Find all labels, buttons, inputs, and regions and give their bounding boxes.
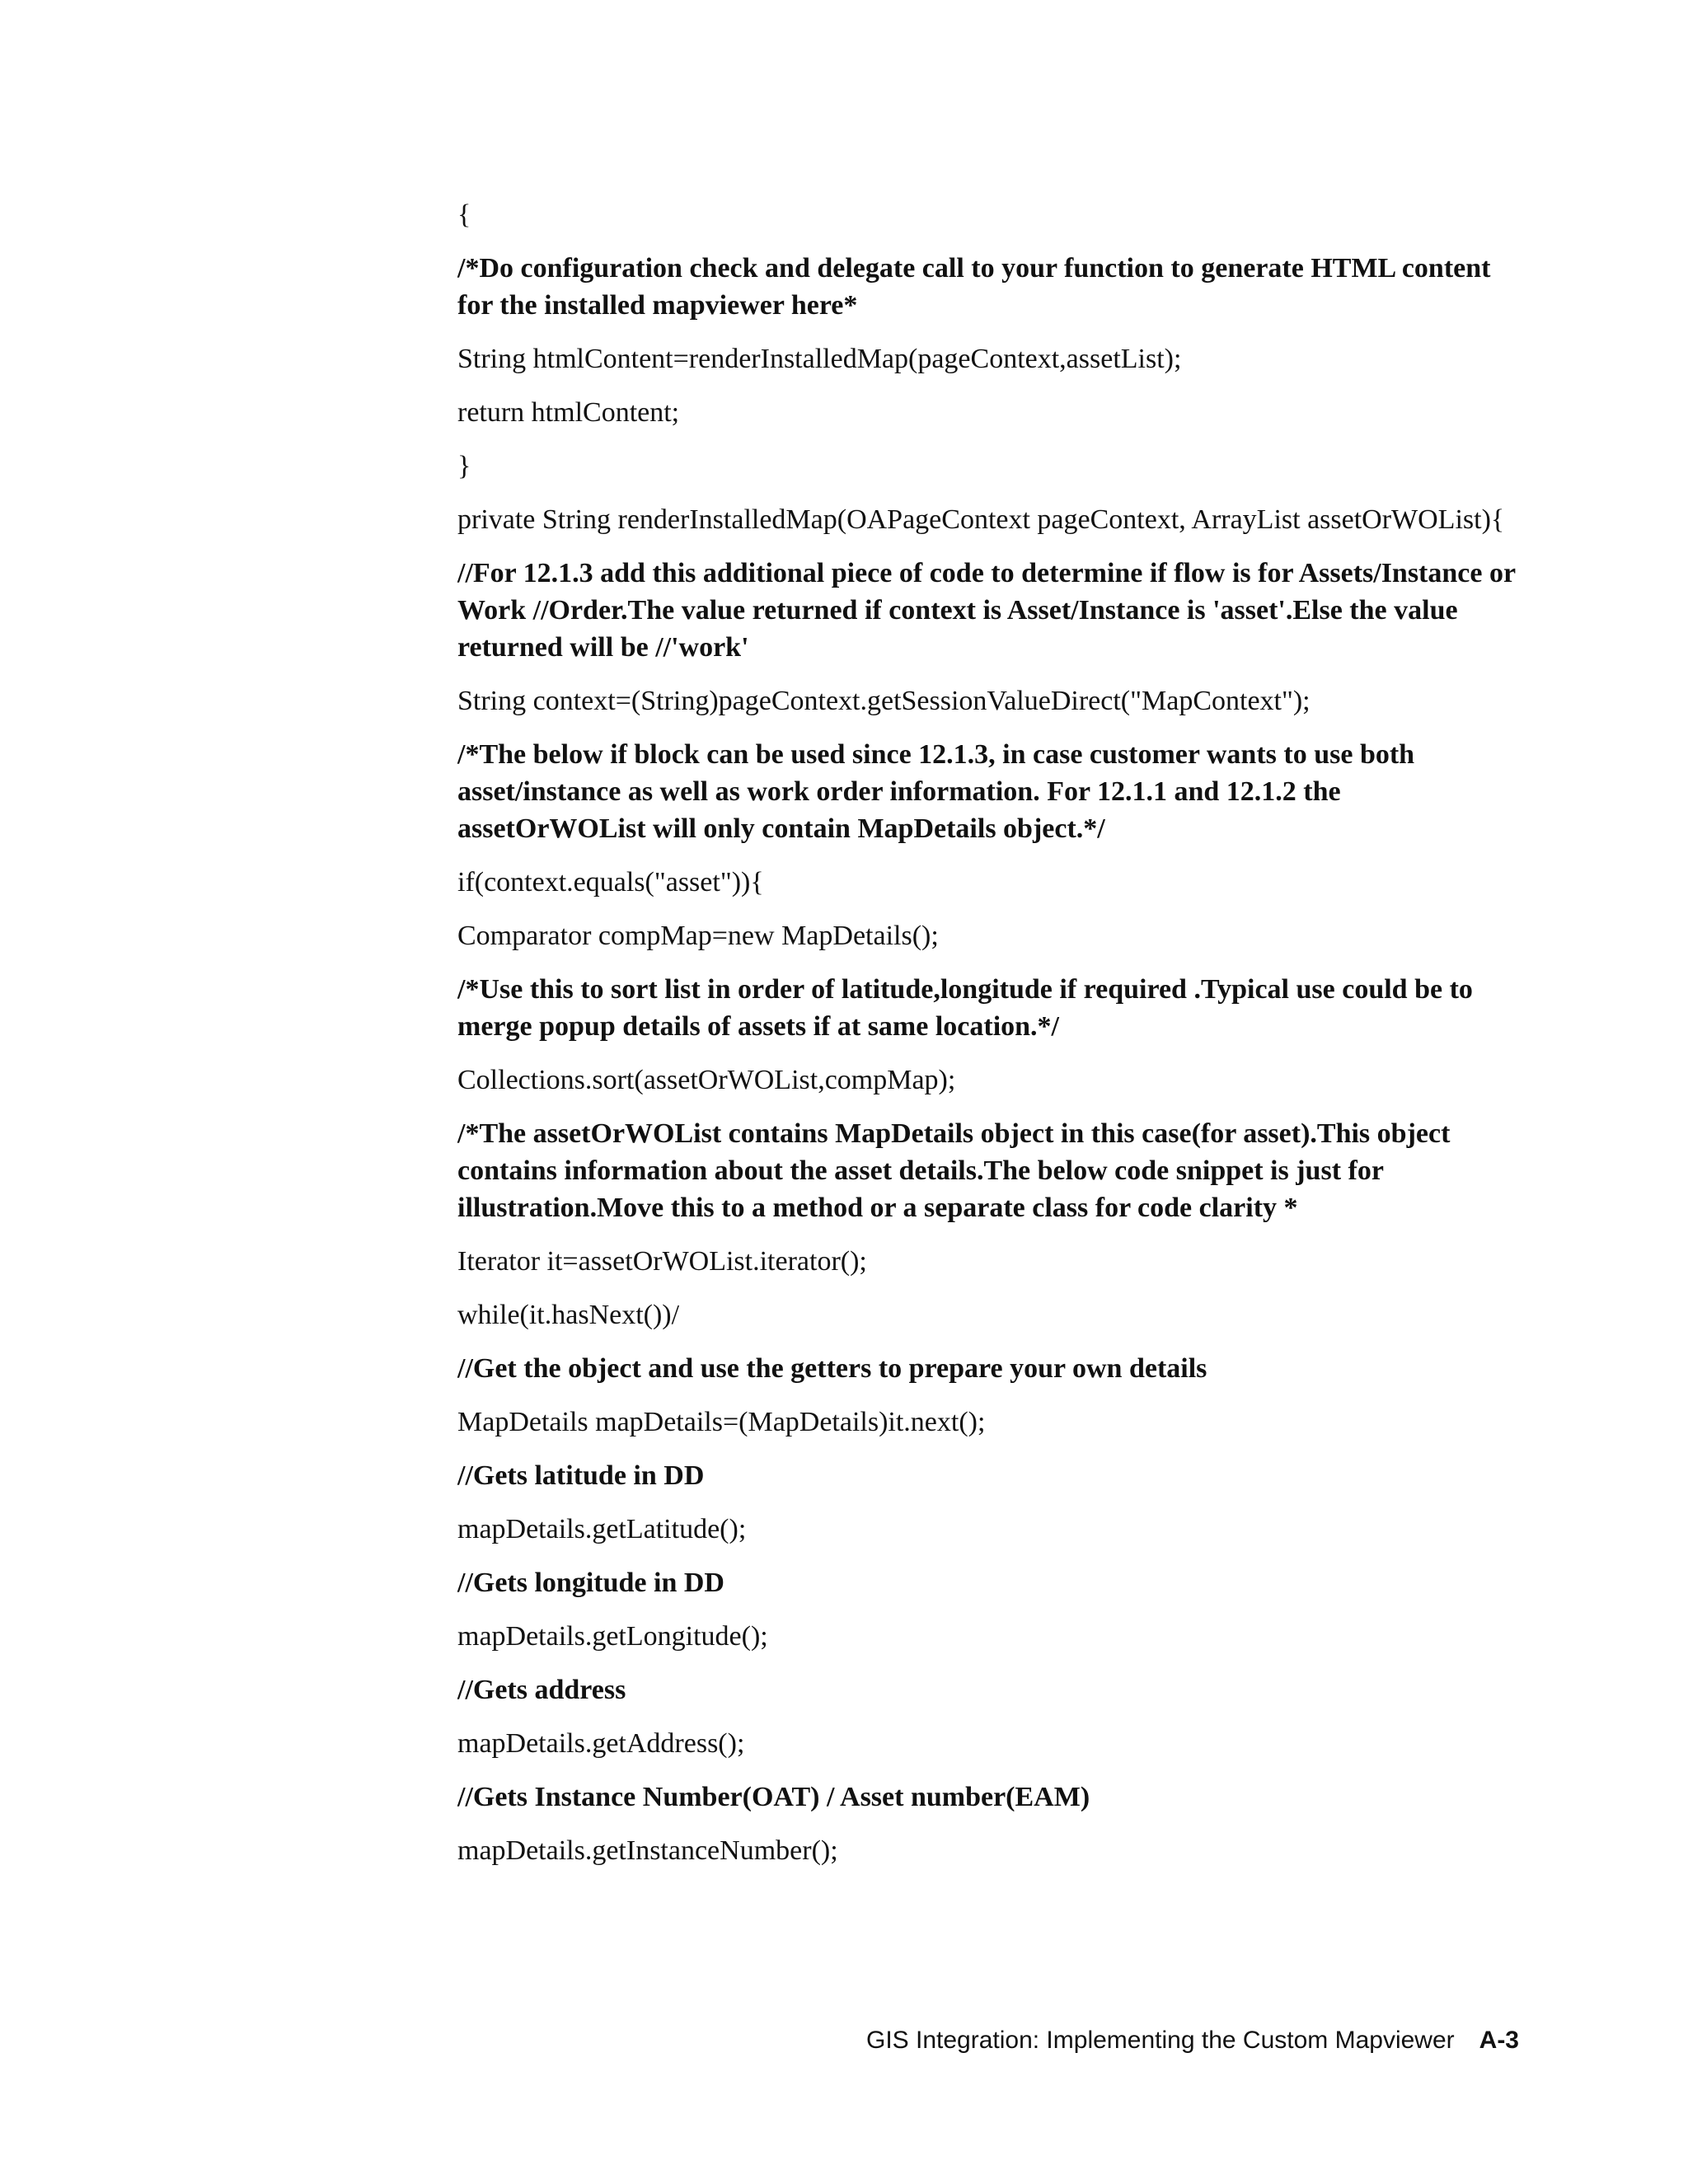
code-comment: //Get the object and use the getters to prepare your own details — [457, 1353, 1207, 1384]
code-comment: //Gets Instance Number(OAT) / Asset number(EAM) — [457, 1782, 1090, 1812]
code-line: } — [457, 451, 471, 481]
document-body — [457, 196, 1529, 1886]
code-comment: //For 12.1.3 add this additional piece of code to determine if flow is for Assets/Instance or Work //Order.The value returned if context is Asset/Instance is 'asset'.Else the value returned will be //'work' — [457, 558, 1516, 663]
code-line: String context=(String)pageContext.getSessionValueDirect("MapContext"); — [457, 686, 1311, 716]
code-comment: /*Use this to sort list in order of latitude,longitude if required .Typical use could be to merge popup details of assets if at same location.*/ — [457, 974, 1473, 1042]
code-line: mapDetails.getLatitude(); — [457, 1514, 747, 1544]
code-line: Comparator compMap=new MapDetails(); — [457, 921, 939, 951]
code-line: { — [457, 199, 471, 230]
code-line: String htmlContent=renderInstalledMap(pageContext,assetList); — [457, 344, 1182, 374]
code-line: Iterator it=assetOrWOList.iterator(); — [457, 1246, 867, 1277]
code-line: private String renderInstalledMap(OAPageContext pageContext, ArrayList assetOrWOList){ — [457, 504, 1505, 535]
code-line: return htmlContent; — [457, 397, 680, 428]
code-comment: //Gets latitude in DD — [457, 1460, 705, 1491]
code-comment: /*The assetOrWOList contains MapDetails object in this case(for asset).This object contains information about the asset details.The below code snippet is just for illustration.Move this to a method or a separate class for code clarity * — [457, 1118, 1451, 1223]
code-line: mapDetails.getInstanceNumber(); — [457, 1835, 838, 1866]
code-comment: //Gets address — [457, 1675, 626, 1705]
code-line: mapDetails.getLongitude(); — [457, 1621, 768, 1652]
code-line: Collections.sort(assetOrWOList,compMap); — [457, 1065, 956, 1095]
code-comment: /*Do configuration check and delegate call to your function to generate HTML content for the installed mapviewer here* — [457, 253, 1491, 321]
code-line: mapDetails.getAddress(); — [457, 1728, 745, 1759]
page-number: A-3 — [1479, 2027, 1519, 2054]
footer-chapter-title: GIS Integration: Implementing the Custom Mapviewer — [865, 2027, 1455, 2054]
code-line: while(it.hasNext())/ — [457, 1300, 680, 1330]
code-line: if(context.equals("asset")){ — [457, 867, 764, 898]
code-comment: //Gets longitude in DD — [457, 1568, 724, 1598]
code-comment: /*The below if block can be used since 12.1.3, in case customer wants to use both asset/instance as well as work order information. For 12.1.1 and 12.1.2 the assetOrWOList will only contain MapDetails object.*/ — [457, 739, 1415, 844]
page-footer — [0, 2024, 1519, 2057]
code-line: MapDetails mapDetails=(MapDetails)it.next(); — [457, 1407, 986, 1437]
